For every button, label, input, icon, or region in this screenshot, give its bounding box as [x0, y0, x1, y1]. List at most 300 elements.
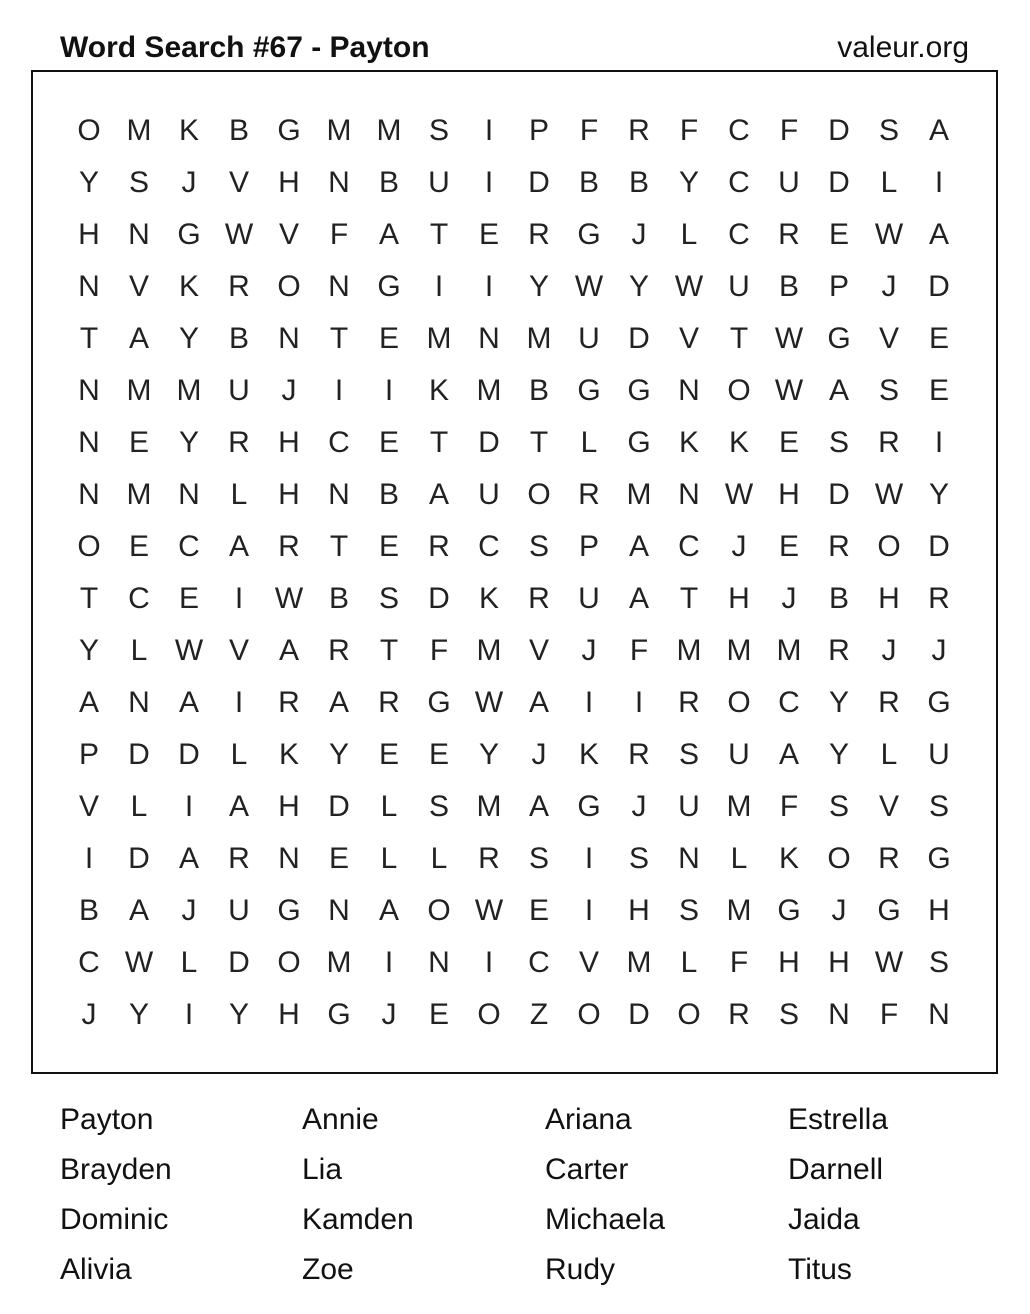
grid-letter[interactable]: T: [329, 530, 349, 563]
grid-letter[interactable]: B: [778, 270, 799, 303]
grid-letter[interactable]: M: [326, 946, 352, 979]
grid-letter[interactable]: A: [328, 686, 349, 719]
grid-letter[interactable]: O: [427, 894, 451, 927]
grid-letter[interactable]: W: [224, 218, 254, 251]
grid-letter[interactable]: F: [629, 634, 649, 667]
grid-letter[interactable]: H: [828, 946, 850, 979]
grid-letter[interactable]: F: [779, 114, 799, 147]
grid-letter[interactable]: G: [927, 842, 951, 875]
grid-letter[interactable]: S: [778, 998, 799, 1031]
grid-letter[interactable]: V: [878, 790, 899, 823]
grid-letter[interactable]: S: [878, 114, 899, 147]
grid-letter[interactable]: J: [81, 998, 97, 1031]
grid-letter[interactable]: G: [877, 894, 901, 927]
grid-letter[interactable]: V: [528, 634, 549, 667]
grid-letter[interactable]: R: [278, 530, 300, 563]
grid-letter[interactable]: H: [728, 582, 750, 615]
grid-letter[interactable]: J: [781, 582, 797, 615]
grid-letter[interactable]: Y: [628, 270, 649, 303]
grid-letter[interactable]: R: [778, 218, 800, 251]
grid-letter[interactable]: N: [328, 478, 350, 511]
grid-letter[interactable]: W: [574, 270, 604, 303]
grid-letter[interactable]: S: [428, 114, 449, 147]
grid-letter[interactable]: R: [878, 426, 900, 459]
grid-letter[interactable]: M: [326, 114, 352, 147]
grid-letter[interactable]: E: [428, 738, 449, 771]
grid-letter[interactable]: I: [584, 842, 594, 875]
grid-letter[interactable]: K: [728, 426, 749, 459]
grid-letter[interactable]: N: [278, 322, 300, 355]
grid-letter[interactable]: F: [579, 114, 599, 147]
grid-letter[interactable]: R: [878, 686, 900, 719]
grid-letter[interactable]: L: [680, 946, 698, 979]
grid-letter[interactable]: L: [880, 738, 898, 771]
grid-letter[interactable]: R: [528, 582, 550, 615]
grid-letter[interactable]: G: [377, 270, 401, 303]
grid-letter[interactable]: L: [680, 218, 698, 251]
grid-letter[interactable]: P: [578, 530, 599, 563]
grid-letter[interactable]: J: [581, 634, 597, 667]
grid-letter[interactable]: N: [178, 478, 200, 511]
grid-letter[interactable]: I: [384, 946, 394, 979]
grid-letter[interactable]: G: [927, 686, 951, 719]
grid-letter[interactable]: E: [378, 322, 399, 355]
grid-letter[interactable]: R: [678, 686, 700, 719]
grid-letter[interactable]: D: [928, 270, 950, 303]
grid-letter[interactable]: Y: [828, 686, 849, 719]
grid-letter[interactable]: I: [584, 686, 594, 719]
grid-letter[interactable]: W: [724, 478, 754, 511]
grid-letter[interactable]: B: [78, 894, 99, 927]
grid-letter[interactable]: A: [128, 894, 149, 927]
grid-letter[interactable]: R: [478, 842, 500, 875]
grid-letter[interactable]: A: [278, 634, 299, 667]
grid-letter[interactable]: W: [874, 218, 904, 251]
grid-letter[interactable]: S: [128, 166, 149, 199]
grid-letter[interactable]: R: [828, 634, 850, 667]
grid-letter[interactable]: C: [778, 686, 800, 719]
grid-letter[interactable]: A: [428, 478, 449, 511]
grid-letter[interactable]: D: [228, 946, 250, 979]
grid-letter[interactable]: O: [477, 998, 501, 1031]
grid-letter[interactable]: U: [578, 582, 600, 615]
grid-letter[interactable]: S: [528, 530, 549, 563]
grid-letter[interactable]: Y: [678, 166, 699, 199]
grid-letter[interactable]: R: [428, 530, 450, 563]
grid-letter[interactable]: Y: [528, 270, 549, 303]
grid-letter[interactable]: R: [228, 270, 250, 303]
grid-letter[interactable]: H: [628, 894, 650, 927]
grid-letter[interactable]: U: [678, 790, 700, 823]
grid-letter[interactable]: A: [928, 218, 949, 251]
grid-letter[interactable]: M: [426, 322, 452, 355]
grid-letter[interactable]: O: [527, 478, 551, 511]
grid-letter[interactable]: U: [928, 738, 950, 771]
grid-letter[interactable]: G: [577, 790, 601, 823]
grid-letter[interactable]: E: [828, 218, 849, 251]
grid-letter[interactable]: A: [178, 686, 199, 719]
grid-letter[interactable]: L: [580, 426, 598, 459]
grid-letter[interactable]: D: [428, 582, 450, 615]
grid-letter[interactable]: H: [778, 946, 800, 979]
grid-letter[interactable]: Y: [78, 166, 99, 199]
grid-letter[interactable]: I: [484, 114, 494, 147]
grid-letter[interactable]: U: [778, 166, 800, 199]
grid-letter[interactable]: U: [228, 894, 250, 927]
grid-letter[interactable]: A: [228, 530, 249, 563]
grid-letter[interactable]: D: [828, 166, 850, 199]
grid-letter[interactable]: Y: [178, 426, 199, 459]
grid-letter[interactable]: N: [128, 686, 150, 719]
grid-letter[interactable]: E: [378, 426, 399, 459]
grid-letter[interactable]: J: [281, 374, 297, 407]
grid-letter[interactable]: Y: [78, 634, 99, 667]
grid-letter[interactable]: C: [478, 530, 500, 563]
grid-letter[interactable]: H: [778, 478, 800, 511]
grid-letter[interactable]: E: [178, 582, 199, 615]
grid-letter[interactable]: L: [130, 790, 148, 823]
grid-letter[interactable]: A: [528, 790, 549, 823]
grid-letter[interactable]: O: [277, 270, 301, 303]
grid-letter[interactable]: H: [278, 790, 300, 823]
grid-letter[interactable]: A: [378, 218, 399, 251]
grid-letter[interactable]: W: [774, 322, 804, 355]
grid-letter[interactable]: Y: [478, 738, 499, 771]
grid-letter[interactable]: V: [228, 166, 249, 199]
grid-letter[interactable]: C: [78, 946, 100, 979]
grid-letter[interactable]: D: [328, 790, 350, 823]
grid-letter[interactable]: F: [879, 998, 899, 1031]
grid-letter[interactable]: I: [484, 166, 494, 199]
grid-letter[interactable]: R: [728, 998, 750, 1031]
grid-letter[interactable]: N: [678, 478, 700, 511]
grid-letter[interactable]: O: [77, 114, 101, 147]
grid-letter[interactable]: S: [928, 946, 949, 979]
grid-letter[interactable]: Y: [178, 322, 199, 355]
grid-letter[interactable]: G: [577, 218, 601, 251]
grid-letter[interactable]: D: [128, 842, 150, 875]
grid-letter[interactable]: O: [277, 946, 301, 979]
grid-letter[interactable]: H: [278, 478, 300, 511]
grid-letter[interactable]: O: [677, 998, 701, 1031]
grid-letter[interactable]: V: [678, 322, 699, 355]
grid-letter[interactable]: R: [578, 478, 600, 511]
grid-letter[interactable]: L: [430, 842, 448, 875]
grid-letter[interactable]: A: [828, 374, 849, 407]
grid-letter[interactable]: J: [731, 530, 747, 563]
grid-letter[interactable]: V: [128, 270, 149, 303]
grid-letter[interactable]: T: [429, 426, 449, 459]
grid-letter[interactable]: M: [626, 946, 652, 979]
grid-letter[interactable]: S: [828, 426, 849, 459]
grid-letter[interactable]: W: [674, 270, 704, 303]
grid-letter[interactable]: G: [577, 374, 601, 407]
grid-letter[interactable]: S: [678, 738, 699, 771]
grid-letter[interactable]: B: [378, 166, 399, 199]
grid-letter[interactable]: I: [234, 582, 244, 615]
grid-letter[interactable]: J: [181, 166, 197, 199]
grid-letter[interactable]: O: [727, 374, 751, 407]
grid-letter[interactable]: M: [526, 322, 552, 355]
grid-letter[interactable]: W: [274, 582, 304, 615]
grid-letter[interactable]: I: [184, 790, 194, 823]
grid-letter[interactable]: E: [378, 738, 399, 771]
grid-letter[interactable]: D: [828, 478, 850, 511]
grid-letter[interactable]: N: [328, 894, 350, 927]
grid-letter[interactable]: T: [379, 634, 399, 667]
grid-letter[interactable]: E: [478, 218, 499, 251]
grid-letter[interactable]: K: [278, 738, 299, 771]
grid-letter[interactable]: E: [928, 322, 949, 355]
grid-letter[interactable]: Y: [228, 998, 249, 1031]
grid-letter[interactable]: P: [78, 738, 99, 771]
grid-letter[interactable]: M: [476, 634, 502, 667]
grid-letter[interactable]: B: [378, 478, 399, 511]
grid-letter[interactable]: D: [478, 426, 500, 459]
grid-letter[interactable]: J: [931, 634, 947, 667]
grid-letter[interactable]: O: [827, 842, 851, 875]
grid-letter[interactable]: N: [128, 218, 150, 251]
grid-letter[interactable]: J: [831, 894, 847, 927]
grid-letter[interactable]: E: [128, 426, 149, 459]
grid-letter[interactable]: E: [778, 426, 799, 459]
grid-letter[interactable]: D: [528, 166, 550, 199]
grid-letter[interactable]: U: [578, 322, 600, 355]
grid-letter[interactable]: H: [78, 218, 100, 251]
grid-letter[interactable]: N: [428, 946, 450, 979]
grid-letter[interactable]: N: [928, 998, 950, 1031]
grid-letter[interactable]: E: [928, 374, 949, 407]
grid-letter[interactable]: R: [328, 634, 350, 667]
grid-letter[interactable]: M: [476, 374, 502, 407]
grid-letter[interactable]: D: [828, 114, 850, 147]
grid-letter[interactable]: V: [228, 634, 249, 667]
grid-letter[interactable]: A: [528, 686, 549, 719]
grid-letter[interactable]: Z: [529, 998, 549, 1031]
grid-letter[interactable]: L: [380, 842, 398, 875]
grid-letter[interactable]: U: [728, 270, 750, 303]
grid-letter[interactable]: N: [78, 374, 100, 407]
grid-letter[interactable]: P: [528, 114, 549, 147]
grid-letter[interactable]: A: [628, 530, 649, 563]
grid-letter[interactable]: Y: [328, 738, 349, 771]
grid-letter[interactable]: N: [278, 842, 300, 875]
grid-letter[interactable]: H: [278, 998, 300, 1031]
grid-letter[interactable]: M: [476, 790, 502, 823]
grid-letter[interactable]: U: [728, 738, 750, 771]
grid-letter[interactable]: L: [130, 634, 148, 667]
grid-letter[interactable]: I: [484, 270, 494, 303]
grid-letter[interactable]: C: [678, 530, 700, 563]
grid-letter[interactable]: N: [78, 426, 100, 459]
grid-letter[interactable]: L: [380, 790, 398, 823]
grid-letter[interactable]: J: [531, 738, 547, 771]
grid-letter[interactable]: M: [726, 894, 752, 927]
grid-letter[interactable]: Y: [828, 738, 849, 771]
grid-letter[interactable]: R: [928, 582, 950, 615]
grid-letter[interactable]: L: [880, 166, 898, 199]
grid-letter[interactable]: W: [474, 894, 504, 927]
grid-letter[interactable]: I: [234, 686, 244, 719]
grid-letter[interactable]: J: [631, 218, 647, 251]
grid-letter[interactable]: F: [429, 634, 449, 667]
grid-letter[interactable]: T: [79, 582, 99, 615]
grid-letter[interactable]: R: [228, 426, 250, 459]
grid-letter[interactable]: B: [228, 114, 249, 147]
grid-letter[interactable]: C: [728, 218, 750, 251]
grid-letter[interactable]: R: [528, 218, 550, 251]
grid-letter[interactable]: N: [828, 998, 850, 1031]
grid-letter[interactable]: J: [181, 894, 197, 927]
grid-letter[interactable]: T: [79, 322, 99, 355]
grid-letter[interactable]: H: [878, 582, 900, 615]
grid-letter[interactable]: I: [384, 374, 394, 407]
grid-letter[interactable]: N: [328, 270, 350, 303]
grid-letter[interactable]: S: [378, 582, 399, 615]
grid-letter[interactable]: M: [676, 634, 702, 667]
grid-letter[interactable]: G: [177, 218, 201, 251]
grid-letter[interactable]: W: [474, 686, 504, 719]
grid-letter[interactable]: S: [878, 374, 899, 407]
grid-letter[interactable]: C: [178, 530, 200, 563]
grid-letter[interactable]: I: [584, 894, 594, 927]
grid-letter[interactable]: U: [228, 374, 250, 407]
grid-letter[interactable]: A: [128, 322, 149, 355]
grid-letter[interactable]: M: [376, 114, 402, 147]
grid-letter[interactable]: A: [778, 738, 799, 771]
grid-letter[interactable]: D: [928, 530, 950, 563]
grid-letter[interactable]: M: [776, 634, 802, 667]
grid-letter[interactable]: U: [478, 478, 500, 511]
grid-letter[interactable]: I: [434, 270, 444, 303]
grid-letter[interactable]: K: [678, 426, 699, 459]
grid-letter[interactable]: N: [78, 270, 100, 303]
grid-letter[interactable]: R: [628, 738, 650, 771]
grid-letter[interactable]: T: [429, 218, 449, 251]
grid-letter[interactable]: C: [728, 166, 750, 199]
grid-letter[interactable]: G: [427, 686, 451, 719]
grid-letter[interactable]: T: [529, 426, 549, 459]
grid-letter[interactable]: F: [729, 946, 749, 979]
grid-letter[interactable]: B: [228, 322, 249, 355]
grid-letter[interactable]: W: [874, 478, 904, 511]
grid-letter[interactable]: S: [828, 790, 849, 823]
grid-letter[interactable]: M: [726, 634, 752, 667]
grid-letter[interactable]: P: [828, 270, 849, 303]
grid-letter[interactable]: H: [928, 894, 950, 927]
grid-letter[interactable]: C: [328, 426, 350, 459]
grid-letter[interactable]: G: [827, 322, 851, 355]
grid-letter[interactable]: R: [828, 530, 850, 563]
grid-letter[interactable]: B: [828, 582, 849, 615]
grid-letter[interactable]: Y: [128, 998, 149, 1031]
grid-letter[interactable]: V: [878, 322, 899, 355]
grid-letter[interactable]: M: [726, 790, 752, 823]
grid-letter[interactable]: F: [779, 790, 799, 823]
grid-letter[interactable]: O: [877, 530, 901, 563]
grid-letter[interactable]: K: [178, 270, 199, 303]
grid-letter[interactable]: A: [228, 790, 249, 823]
grid-letter[interactable]: R: [228, 842, 250, 875]
grid-letter[interactable]: R: [878, 842, 900, 875]
grid-letter[interactable]: W: [874, 946, 904, 979]
grid-letter[interactable]: W: [174, 634, 204, 667]
grid-letter[interactable]: N: [478, 322, 500, 355]
grid-letter[interactable]: D: [128, 738, 150, 771]
grid-letter[interactable]: G: [777, 894, 801, 927]
grid-letter[interactable]: N: [678, 374, 700, 407]
grid-letter[interactable]: S: [928, 790, 949, 823]
grid-letter[interactable]: J: [881, 270, 897, 303]
grid-letter[interactable]: E: [428, 998, 449, 1031]
grid-letter[interactable]: V: [78, 790, 99, 823]
grid-letter[interactable]: A: [928, 114, 949, 147]
grid-letter[interactable]: G: [327, 998, 351, 1031]
grid-letter[interactable]: W: [774, 374, 804, 407]
grid-letter[interactable]: M: [626, 478, 652, 511]
grid-letter[interactable]: D: [178, 738, 200, 771]
grid-letter[interactable]: R: [378, 686, 400, 719]
grid-letter[interactable]: K: [778, 842, 799, 875]
grid-letter[interactable]: V: [578, 946, 599, 979]
grid-letter[interactable]: L: [730, 842, 748, 875]
grid-letter[interactable]: B: [528, 374, 549, 407]
grid-letter[interactable]: S: [428, 790, 449, 823]
grid-letter[interactable]: A: [378, 894, 399, 927]
grid-letter[interactable]: A: [78, 686, 99, 719]
grid-letter[interactable]: I: [634, 686, 644, 719]
grid-letter[interactable]: Y: [928, 478, 949, 511]
grid-letter[interactable]: I: [184, 998, 194, 1031]
grid-letter[interactable]: G: [277, 894, 301, 927]
grid-letter[interactable]: L: [230, 738, 248, 771]
grid-letter[interactable]: J: [381, 998, 397, 1031]
grid-letter[interactable]: G: [627, 426, 651, 459]
grid-letter[interactable]: I: [84, 842, 94, 875]
grid-letter[interactable]: R: [628, 114, 650, 147]
grid-letter[interactable]: T: [729, 322, 749, 355]
grid-letter[interactable]: A: [628, 582, 649, 615]
grid-letter[interactable]: I: [484, 946, 494, 979]
grid-letter[interactable]: M: [126, 478, 152, 511]
grid-letter[interactable]: E: [328, 842, 349, 875]
grid-letter[interactable]: N: [78, 478, 100, 511]
grid-letter[interactable]: G: [627, 374, 651, 407]
grid-letter[interactable]: S: [678, 894, 699, 927]
grid-letter[interactable]: M: [126, 374, 152, 407]
grid-letter[interactable]: D: [628, 998, 650, 1031]
grid-letter[interactable]: O: [727, 686, 751, 719]
grid-letter[interactable]: L: [180, 946, 198, 979]
grid-letter[interactable]: M: [126, 114, 152, 147]
grid-letter[interactable]: I: [934, 166, 944, 199]
grid-letter[interactable]: S: [528, 842, 549, 875]
grid-letter[interactable]: K: [178, 114, 199, 147]
grid-letter[interactable]: H: [278, 426, 300, 459]
grid-letter[interactable]: L: [230, 478, 248, 511]
grid-letter[interactable]: E: [128, 530, 149, 563]
grid-letter[interactable]: R: [278, 686, 300, 719]
grid-letter[interactable]: I: [934, 426, 944, 459]
grid-letter[interactable]: B: [628, 166, 649, 199]
grid-letter[interactable]: N: [678, 842, 700, 875]
grid-letter[interactable]: O: [77, 530, 101, 563]
grid-letter[interactable]: V: [278, 218, 299, 251]
grid-letter[interactable]: F: [679, 114, 699, 147]
grid-letter[interactable]: K: [578, 738, 599, 771]
grid-letter[interactable]: E: [528, 894, 549, 927]
grid-letter[interactable]: G: [277, 114, 301, 147]
